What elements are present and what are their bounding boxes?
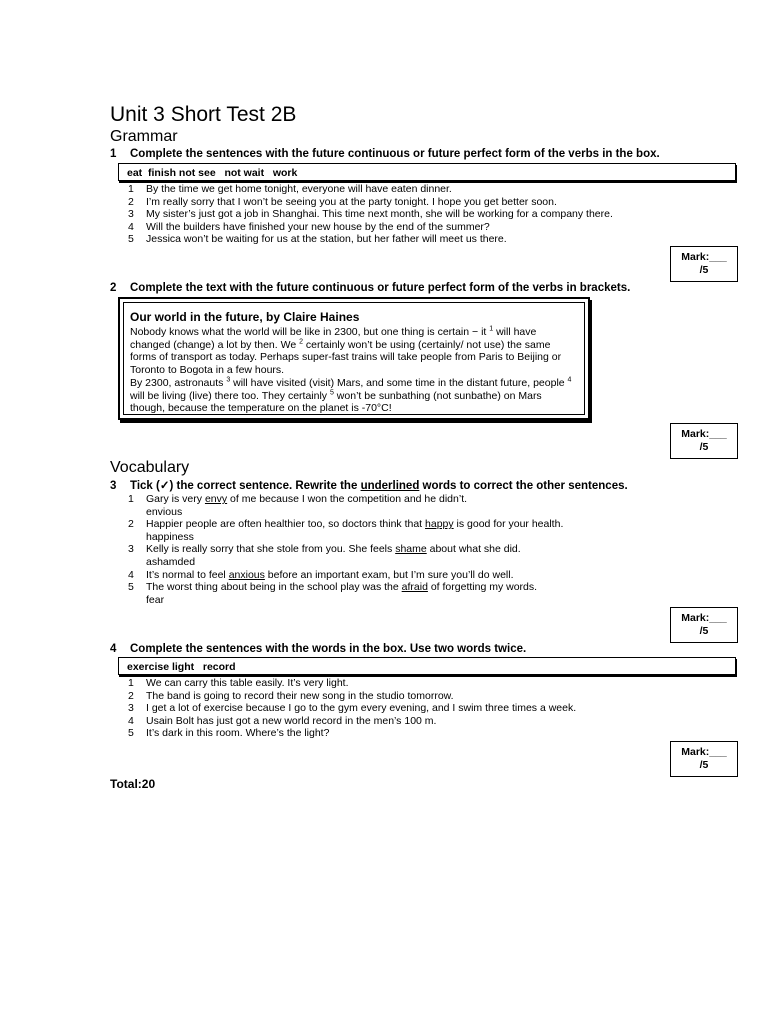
- text-title: Our world in the future, by Claire Haines: [130, 310, 360, 324]
- question-1-items: [128, 183, 613, 246]
- list-item: 3 I get a lot of exercise because I go to the gym every evening, and I swim three times a week.: [128, 702, 577, 715]
- list-item: 2 Happier people are often healthier too, so doctors think that happy is good for your health. happiness: [128, 518, 564, 543]
- mark-box-3: Mark:___ /5: [670, 607, 738, 643]
- list-item: 1 We can carry this table easily. It’s very light.: [128, 677, 349, 689]
- list-item: 3 Kelly is really sorry that she stole from you. She feels shame about what she did. ashamded: [128, 543, 563, 568]
- grammar-heading: Grammar: [110, 128, 178, 145]
- text-body: Nobody knows what the world will be like in 2300, but one thing is certain − it $^1$ will have changed (change) a lot by then. We $^2$ certainly won’t be using (certainly/ not use) the same forms of transport as today. Perhaps super-fast trains will take people from Paris to Beijing or Toronto to Bogota in a few hours. By 2300, astronauts $^3$ will have visited (visit) Mars, and some time in the distant future, people $^4$ will be living (live) there too. They certainly $^5$ won’t be sunbathing (not sunbathe) on Mars though, because the temperature on the planet is -70°C!: [130, 325, 572, 415]
- answer: fear: [146, 593, 165, 606]
- list-item: 1 Gary is very envy of me because I won the competition and he didn’t. envious: [128, 493, 563, 518]
- question-4-items: [128, 677, 576, 740]
- mark-box-2: Mark:___ /5: [670, 423, 738, 459]
- mark-box-4: Mark:___ /5: [670, 741, 738, 777]
- mark-box-1: Mark:___ /5: [670, 246, 738, 282]
- list-item: 2 I’m really sorry that I won’t be seeing you at the party tonight. I hope you get better soon.: [128, 195, 557, 208]
- list-item: 5 The worst thing about being in the school play was the afraid of forgetting my words. fear: [128, 581, 563, 606]
- list-item: 4 It’s normal to feel anxious before an important exam, but I’m sure you’ll do well.: [128, 568, 514, 581]
- word-box-4: exercise light record: [118, 657, 736, 675]
- vocabulary-heading: Vocabulary: [110, 459, 190, 476]
- total-score: Total:20: [110, 777, 156, 791]
- list-item: 1 By the time we get home tonight, everyone will have eaten dinner.: [128, 183, 452, 195]
- question-3-items: [128, 493, 563, 606]
- question-2-instruction: 2 Complete the text with the future continuous or future perfect form of the verbs in brackets.: [110, 282, 631, 294]
- list-item: 5 It’s dark in this room. Where’s the light?: [128, 727, 330, 740]
- question-3-instruction: 3 Tick (✓) the correct sentence. Rewrite the underlined words to correct the other sentences.: [110, 480, 628, 492]
- answer: ashamded: [146, 555, 196, 568]
- list-item: 2 The band is going to record their new song in the studio tomorrow.: [128, 689, 454, 702]
- word-box-1: eat finish not see not wait work: [118, 163, 736, 181]
- list-item: 4 Will the builders have finished your new house by the end of the summer?: [128, 220, 490, 233]
- answer: envious: [146, 505, 183, 518]
- answer: happiness: [146, 530, 194, 543]
- page-title: Unit 3 Short Test 2B: [110, 103, 297, 126]
- question-1-instruction: 1 Complete the sentences with the future continuous or future perfect form of the verbs in the box.: [110, 148, 660, 160]
- list-item: 4 Usain Bolt has just got a new world record in the men’s 100 m.: [128, 714, 437, 727]
- reading-text-box: [118, 297, 590, 420]
- question-4-instruction: 4 Complete the sentences with the words in the box. Use two words twice.: [110, 643, 527, 655]
- list-item: 3 My sister’s just got a job in Shanghai. This time next month, she will be working for a company there.: [128, 208, 613, 221]
- list-item: 5 Jessica won’t be waiting for us at the station, but her father will meet us there.: [128, 233, 507, 246]
